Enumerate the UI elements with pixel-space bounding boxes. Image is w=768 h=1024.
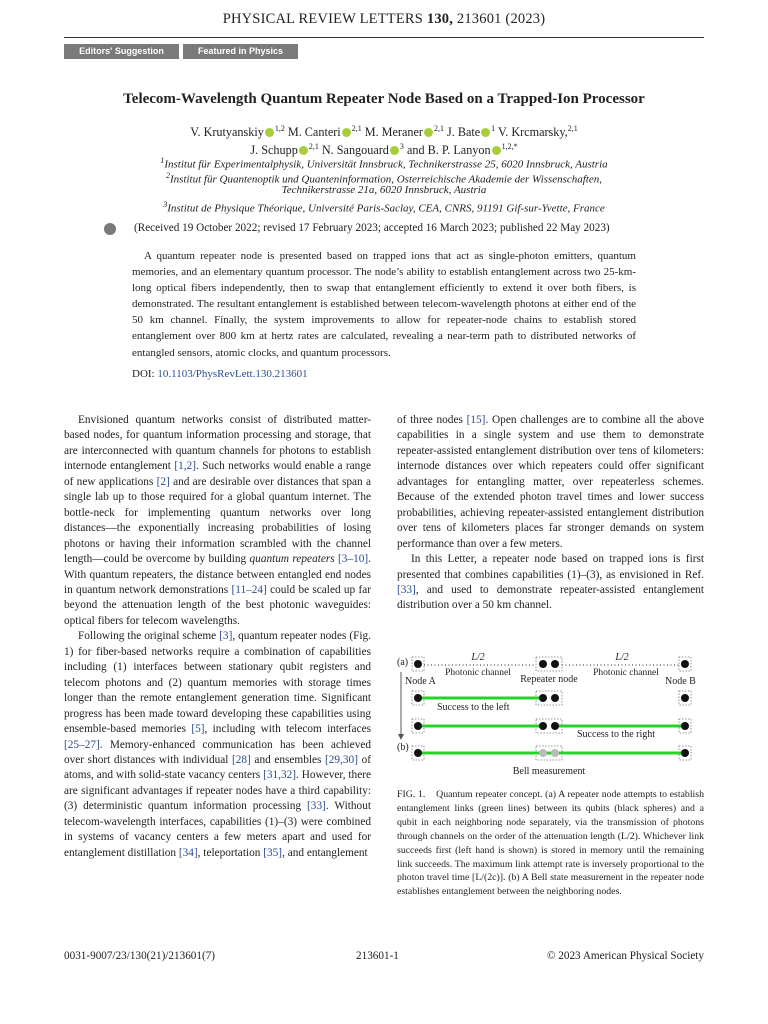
half-length-left: L/2 bbox=[471, 652, 485, 663]
citation-link[interactable]: [1,2] bbox=[174, 460, 196, 473]
citation-link[interactable]: [5] bbox=[191, 723, 205, 736]
body-text: , quantum repeater nodes (Fig. 1) for fiber-based networks require a combination of capabilities including (1) interfaces between stationary qubit registers and telecom photons and (2) quantum memories with storage times longer than the remote entanglement generation time. Significant progress has been made toward developing these capabilities using ensemble-based memories bbox=[64, 630, 371, 736]
orcid-icon[interactable] bbox=[481, 128, 490, 137]
citation-link[interactable]: [31,32] bbox=[263, 769, 297, 782]
caption-label: FIG. 1. bbox=[397, 789, 426, 800]
journal-header bbox=[0, 11, 768, 28]
affiliation: Technikerstrasse 21a, 6020 Innsbruck, Austria bbox=[281, 184, 487, 196]
author[interactable]: V. Krutyanskiy bbox=[190, 125, 264, 140]
citation-link[interactable]: [3] bbox=[219, 630, 233, 643]
footer-issn: 0031-9007/23/130(21)/213601(7) bbox=[64, 950, 216, 962]
time-arrow-icon bbox=[398, 734, 404, 740]
success-right-label: Success to the right bbox=[577, 729, 656, 740]
body-text: . However, there are significant advantages if repeater nodes have a third capability: (3) deterministic quantum information processing bbox=[64, 769, 372, 813]
citation-link[interactable]: [3–10] bbox=[338, 553, 369, 566]
body-text: In this Letter, a repeater node based on trapped ions is first presented that combines capabilities (1)–(3), as envisioned in Ref. bbox=[397, 553, 704, 581]
qubit bbox=[551, 660, 559, 668]
repeater-node-label: Repeater node bbox=[520, 674, 578, 685]
measured-qubit bbox=[551, 749, 559, 757]
author[interactable]: V. Krcmarsky, bbox=[498, 125, 568, 140]
citation-link[interactable]: [35] bbox=[263, 846, 283, 859]
body-text: , teleportation bbox=[197, 846, 264, 859]
affiliation: $^2$Institut für Quantenoptik und Quanteninformation, Osterreichische Akademie der Wissenschaften, bbox=[166, 170, 602, 186]
paragraph bbox=[397, 552, 704, 614]
citation-link[interactable]: [34] bbox=[178, 846, 198, 859]
body-text: Envisioned quantum networks consist of distributed matter-based nodes, for quantum information processing and storage, that are interconnected with quantum channels for photons to establish internode entanglement bbox=[64, 414, 371, 473]
qubit bbox=[414, 660, 422, 668]
doi-label: DOI: bbox=[132, 368, 155, 380]
half-length-right: L/2 bbox=[615, 652, 629, 663]
citation-link[interactable]: [29,30] bbox=[325, 753, 358, 766]
left-column bbox=[64, 413, 371, 861]
article-number: 213601 (2023) bbox=[456, 11, 546, 27]
body-text: and are desirable over distances that span a single lab up to those required for a global quantum internet. The bottle-neck for implementing quantum networks over long distances—the exponentially increasing probabilities of losing photons or having their information scrambled with the channel length—could be overcome by building bbox=[64, 475, 371, 566]
channel-label-right: Photonic channel bbox=[593, 668, 659, 678]
qubit bbox=[414, 694, 422, 702]
journal-volume: 130, bbox=[426, 11, 454, 27]
bell-measurement-label: Bell measurement bbox=[512, 766, 586, 777]
orcid-icon[interactable] bbox=[265, 128, 274, 137]
body-text: . Without telecom-wavelength interfaces, capabilities (1)–(3) were combined in systems of vacancy centers a few meters apart and used for entanglement distillation bbox=[64, 800, 371, 859]
abstract: A quantum repeater node is presented based on trapped ions that act as single-photon emitters, quantum memories, and an elementary quantum processor. The node’s ability to establish entanglement across two 25-km-long optical fibers independently, then to swap that entanglement efficiently to extend it over both fibers, is demonstrated. The resultant entanglement is established between telecom-wavelength photons at either end of the 50 km channel. Finally, the system improvements to allow for repeater-node chains to establish stored entanglement over 800 km at hertz rates are calculated, revealing a near-term path to distributed networks of entangled sensors, atomic clocks, and quantum processors. bbox=[132, 250, 636, 359]
citation-link[interactable]: [28] bbox=[232, 753, 251, 766]
citation-link[interactable]: [15] bbox=[466, 414, 486, 426]
author[interactable]: N. Sangouard bbox=[321, 143, 389, 158]
footer-copyright: © 2023 American Physical Society bbox=[546, 950, 704, 962]
qubit bbox=[681, 722, 689, 730]
orcid-icon[interactable] bbox=[424, 128, 433, 137]
figure-caption bbox=[397, 788, 704, 899]
right-column bbox=[397, 413, 704, 614]
citation-link[interactable]: [33] bbox=[307, 800, 326, 813]
panel-b-label: (b) bbox=[397, 742, 409, 753]
body-text: , including with telecom interfaces bbox=[204, 723, 371, 736]
citation-link[interactable]: [33] bbox=[397, 583, 416, 596]
author[interactable]: J. Schupp bbox=[250, 143, 298, 158]
editors-suggestion-badge[interactable]: Editors' Suggestion bbox=[64, 44, 179, 59]
journal-name: PHYSICAL REVIEW LETTERS bbox=[222, 11, 424, 27]
footer-page-number: 213601-1 bbox=[356, 950, 399, 962]
open-access-icon bbox=[104, 223, 116, 235]
author[interactable]: M. Canteri bbox=[287, 125, 341, 140]
channel-label-left: Photonic channel bbox=[445, 668, 511, 678]
body-text: Following the original scheme bbox=[78, 630, 220, 643]
qubit bbox=[414, 722, 422, 730]
body-text: , and used to demonstrate repeater-assisted entanglement distribution over a 50 km channel. bbox=[397, 583, 704, 612]
author[interactable]: B. P. Lanyon bbox=[427, 143, 491, 158]
node-b-label: Node B bbox=[665, 676, 696, 687]
paragraph bbox=[64, 629, 371, 861]
author[interactable]: M. Meraner bbox=[364, 125, 423, 140]
emphasis-text: quantum repeaters bbox=[249, 553, 335, 566]
body-text: of atoms, and with solid-state vacancy centers bbox=[64, 753, 371, 782]
measured-qubit bbox=[539, 749, 547, 757]
body-text: . Such networks would enable a range of new applications bbox=[64, 460, 371, 488]
qubit bbox=[414, 749, 422, 757]
qubit bbox=[551, 722, 559, 730]
paragraph bbox=[64, 413, 371, 629]
body-text: . Open challenges are to combine all the above capabilities in a single system and use them to demonstrate repeater-assisted entanglement distribution over tens of kilometers: internode distances over which repeaters could offer significant advantages for entangling matter, over repeaterless schemes. Because of the extended photon travel times and lower success probabilities, achieving repeater-assisted entanglement distribution over tens of kilometers places far stronger demands on system performance than over a few meters. bbox=[397, 414, 704, 550]
success-left-label: Success to the left bbox=[437, 702, 510, 713]
citation-link[interactable]: [11–24] bbox=[231, 583, 267, 596]
citation-link[interactable]: [25–27] bbox=[64, 738, 100, 751]
body-text: . Memory-enhanced communication has been achieved over short distances with individual bbox=[64, 738, 371, 766]
qubit bbox=[551, 694, 559, 702]
received-dates: (Received 19 October 2022; revised 17 February 2023; accepted 16 March 2023; published 22 May 2023) bbox=[134, 222, 610, 234]
doi-link[interactable]: 10.1103/PhysRevLett.130.213601 bbox=[157, 368, 308, 380]
paper-title: Telecom-Wavelength Quantum Repeater Node Based on a Trapped-Ion Processor bbox=[123, 91, 645, 107]
body-text: could be scaled up far beyond the attenuation length of the best photonic waveguides: optical fibers for telecom wavelengths. bbox=[64, 583, 371, 627]
doi-line bbox=[132, 368, 308, 380]
qubit bbox=[681, 749, 689, 757]
header-rule bbox=[64, 37, 704, 38]
node-a-label: Node A bbox=[405, 676, 436, 687]
authors-line-2: J. Schupp $^{2,1}$ N. Sangouard $^3$ and B. P. Lanyon $^{1,2,*}$ bbox=[250, 142, 518, 158]
featured-in-physics-badge[interactable]: Featured in Physics bbox=[183, 44, 298, 59]
qubit bbox=[539, 660, 547, 668]
qubit bbox=[539, 694, 547, 702]
author[interactable]: J. Bate bbox=[447, 125, 481, 140]
affiliation: $^3$Institut de Physique Théorique, Université Paris-Saclay, CEA, CNRS, 91191 Gif-sur-Yvette, France bbox=[163, 199, 605, 215]
figure-1-diagram bbox=[397, 652, 704, 782]
body-text: , and entanglement bbox=[282, 846, 368, 859]
citation-link[interactable]: [2] bbox=[156, 475, 170, 488]
body-text: of three nodes bbox=[397, 414, 467, 426]
qubit bbox=[681, 694, 689, 702]
authors-line-1: V. Krutyanskiy $^{1,2}$ M. Canteri $^{2,1}$ M. Meraner $^{2,1}$ J. Bate $^1$ V. Krcmarsky,$^{2,1}$ bbox=[190, 124, 578, 140]
panel-a-label: (a) bbox=[397, 657, 409, 668]
caption-text: Quantum repeater concept. (a) A repeater node attempts to establish entanglement links (green lines) between its qubits (black spheres) and a qubit in each neighboring node separately, via the transmission of photons through channels on the order of the attenuation length (L/2). Whichever link succeeds first (left hand is shown) is stored in memory until the remaining link succeeds. The maximum link attempt rate is inversely proportional to the photon travel time [L/(2c)]. (b) A Bell state measurement in the repeater node establishes entanglement between the neighboring nodes. bbox=[397, 789, 704, 898]
orcid-icon[interactable] bbox=[342, 128, 351, 137]
body-text: and ensembles bbox=[250, 753, 326, 766]
affiliation: $^1$Institut für Experimentalphysik, Universität Innsbruck, Technikerstrasse 25, 6020 Innsbruck, Austria bbox=[160, 156, 608, 171]
paragraph bbox=[397, 413, 704, 552]
qubit bbox=[681, 660, 689, 668]
qubit bbox=[539, 722, 547, 730]
body-text: . With quantum repeaters, the distance between entangled end nodes in quantum network demonstrations bbox=[64, 553, 371, 596]
